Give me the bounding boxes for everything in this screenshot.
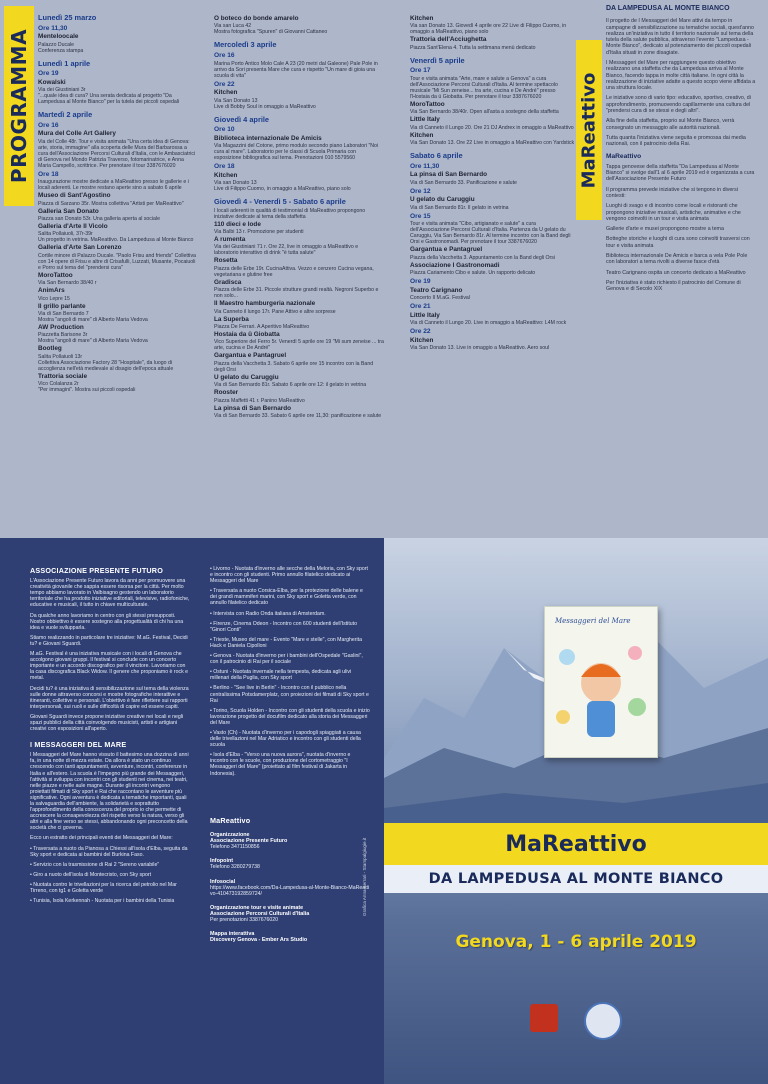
venue-title: U gelato du Caruggiu [410, 196, 475, 204]
event-description: Via di San Bernardo 81r. Sabato 6 aprile ore 12: il gelato in vetrina [214, 382, 367, 389]
program-entry [38, 223, 198, 243]
association-text [30, 578, 190, 732]
venue-title: La pinsa di San Bernardo [214, 404, 292, 412]
program-entry [214, 405, 384, 419]
program-entry [38, 60, 198, 106]
program-entry [214, 236, 384, 256]
program-entry [214, 257, 384, 277]
event-description: Via San Donato 13. Ore 22 Live in omaggio a MaReattivo con Yardstick [410, 140, 575, 147]
program-entry [38, 244, 198, 270]
event-time: Ore 12 [410, 187, 431, 195]
event-time: Ore 21 [410, 303, 431, 311]
venue-title: Galleria San Donato [38, 207, 99, 215]
event-list-item: • Intervista con Radio Onda italiana di Amsterdam. [210, 610, 326, 617]
info-column-1 [30, 568, 190, 908]
program-column-2 [214, 14, 384, 419]
event-description: Via di Canneto il Lungo 20. Ore 21 DJ Andrex in omaggio a MaReattivo [410, 124, 574, 131]
program-entry [410, 152, 576, 186]
association-paragraph: Decidi tu? è una iniziativa di sensibilizzazione sul tema della violenza sulle donne attraverso concorsi e mostre fotografiche interattive e itineranti, collettive e personali. L'obiettivo è fare riflettere sui rapporti interpersonali, sui ruoli e sulle difficoltà di capire ed essere capiti. [30, 685, 189, 710]
program-entry [410, 246, 576, 260]
intro-paragraph: Teatro Carignano ospita un concerto dedicato a MaReattivo [606, 269, 746, 276]
event-time: Ore 17 [410, 67, 431, 75]
program-entry [38, 324, 198, 344]
messaggeri-paragraph: • Nuotata contro le trivellazioni per la ricerca del petrolio nel Mar Tirreno, con tg1 e Goletta verde [30, 881, 177, 895]
venue-title: 110 dieci e lode [214, 220, 261, 228]
event-description: Via San Donato 13. Live in omaggio a MaReattivo. Aero soul [410, 345, 550, 352]
venue-title: Galleria d'Arte Il Vicolo [38, 222, 108, 230]
program-entry [214, 81, 384, 110]
program-entry [410, 303, 576, 326]
program-entry [38, 287, 198, 301]
venue-title: La Superba [214, 315, 249, 323]
programma-tab: PROGRAMMA [4, 6, 34, 206]
venue-title: Kitchen [214, 89, 238, 97]
program-entry [214, 198, 384, 220]
infopoint-label: Infopoint [210, 858, 234, 865]
event-description: Tour e visita animata "Arte, mare e salute a Genova" a cura dell'Associazione Percorsi Culturali d'Italia. Al termine spettacolo musicale "Mi Sun zeneise... tra arte, cucina e De André" presso l'Hostaia da ü Giobatta. Per prenotare il tour 3387676020 [410, 75, 558, 100]
event-description: Palazzo Ducale Conferenza stampa [38, 41, 84, 54]
intro-heading: DA LAMPEDUSA AL MONTE BIANCO [606, 5, 730, 12]
venue-title: Teatro Carignano [410, 286, 463, 294]
day-heading: Giovedì 4 aprile [214, 114, 270, 124]
venue-title: Kitchen [410, 336, 434, 344]
tour-label: Organizzazione tour e visite animate [210, 904, 304, 911]
event-description: Piazza della Vacchetta 3. Sabato 6 aprile ore 15 incontro con la Band degli Orsi [214, 360, 374, 373]
event-description: Piazza delle Erbe 31. Piccole strutture grandi realtà. Negroni Superbo e non solo... [214, 287, 379, 300]
event-time: Ore 22 [410, 328, 431, 336]
event-description: Tour e visita animata "Cibo, artigianato e salute" a cura dell'Associazione Percorsi Culturali d'Italia. Partenza da U gelato du Caruggiu, Via San Bernardo 81r. Al termine incontro con la Band degli Orsi e Gastronomadi. Per prenotare il tour 3387676020 [410, 221, 571, 246]
messaggeri-paragraph: • Tunisia, Isola Kerkennah - Nuotata per i bambini della Tunisia [30, 898, 175, 905]
program-column-1 [38, 14, 198, 393]
program-entry [410, 213, 576, 246]
program-entry [214, 116, 384, 162]
intro-paragraph: Per l'iniziativa è stato richiesto il patrocinio del Comune di Genova e di Secolo XIX [606, 279, 741, 293]
program-entry [410, 132, 576, 146]
event-description: Inaugurazione mostre dedicate a MaReattivo presso le gallerie e i locali aderenti. Le mostre restano aperte sino a sabato 6 aprile [38, 179, 189, 192]
intro-paragraph: Biblioteca internazionale De Amicis e barca a vela Pole Pole con laboratori a tema rivolti a diverse fasce d'età [606, 253, 748, 266]
messaggeri-paragraph: • Servizio con la trasmissione di Rai 2 "Sereno variabile" [30, 861, 160, 868]
event-description: Piazzetta Barisone 3r Mostra "angoli di mare" di Alberto Maria Vedova [38, 332, 148, 345]
program-entry [214, 279, 384, 299]
event-description: Salita Pollaiuoli, 37r-39r Un progetto in vetrina. MaReattivo. Da Lampedusa al Monte Bianco [38, 231, 194, 244]
mareattivo-tab: MaReattivo [576, 40, 602, 220]
event-time: Ore 18 [38, 170, 59, 178]
event-description: Vico Superiore del Ferro 5r. Venerdì 5 aprile ore 19 "Mi sum zeneise ... tra arte, cucina e De André" [214, 339, 384, 352]
event-list-item: • Vasto (Ch) - Nuotata d'inverno per i capodogli spiaggiati a causa delle trivellazioni nel Mar Adriatico e incontro con gli studenti della scuola [210, 729, 361, 749]
venue-title: Bootleg [38, 345, 62, 353]
venue-title: Hostaia da ü Giobatta [214, 330, 280, 338]
messaggeri-paragraph: I Messaggeri del Mare hanno vissuto il battesimo una dozzina di anni fa, in una notte di mezza estate. Da allora è stato un continuo crescendo con tanti appuntamenti, avventure, incontri, conferenze in Italia e all'estero. La scuola è l'impegno più grande dei Messaggeri, l'attività si sviluppa con incontri con gli studenti nei cinema, nei teatri, nelle piazze e nelle aule magne. Durante gli incontri vengono proiettati filmati di Sky sport e Rai che raccontano le avventure più significative. Ogni avventura è dedicata a tematiche importanti, quali la salvaguardia dell'ambiente, la solidarietà e soprattutto l'approfondimento della conoscenza del proprio io che permette di accrescere la consapevolezza del rispetto verso la natura, verso gli altri e alla fine verso se stessi, abbandonando ogni preconcetto della società che ci governa. [30, 752, 189, 832]
program-entry [38, 192, 198, 206]
event-time: Ore 18 [214, 163, 235, 170]
event-description: Via di San Bernardo 81r. Il gelato in vetrina [410, 204, 509, 211]
event-time: Ore 22 [214, 80, 235, 88]
event-description: Via Balbi 13 r. Promozione per studenti [214, 228, 304, 235]
event-description: Piazza Maffetti 41 r. Panino MaReattivo [214, 397, 305, 404]
association-paragraph: Da qualche anno lavoriamo in centro con gli stessi presupposti. Nostro obbiettivo è essere sostegno alla progettualità di chi ha una idea e vuole svilupparla. [30, 612, 184, 631]
contacts-title: MaReattivo [210, 816, 251, 825]
intro-paragraph: Luoghi di svago e di incontro come locali e ristoranti che propongono iniziative musicali, artistiche, animative e che vengono coinvolti in un tour e visita animata [606, 203, 741, 222]
program-entry [410, 328, 576, 351]
event-description: Via san Donato 13. Giovedì 4 aprile ore 22 Live di Filippo Cuomo, in omaggio a MaReattivo, piano solo [410, 23, 567, 36]
program-entry [214, 331, 384, 351]
event-description: Via san Donato 13 Live di Filippo Cuomo, in omaggio a MaReattivo, piano solo [214, 180, 351, 192]
book-cover-illustration [544, 606, 658, 758]
intro-paragraph: Alla fine della staffetta, proprio sul Monte Bianco, verrà consegnato un messaggio alle autorità nazionali. [606, 118, 735, 131]
event-description: Piazza san Donato 53r. Una galleria aperta al sociale [38, 215, 160, 222]
venue-title: Museo di Sant'Agostino [38, 192, 111, 200]
association-paragraph: Giovani Sguardi invece propone iniziative creative nei locali e negli spazi pubblici della città coinvolgendo musicisti, artisti e artigiani creativi con esposizioni all'aperto. [30, 713, 184, 733]
event-description: Salita Pollaiuoli 13r Collettiva Associazione Factory 28 "Hospitale", da luogo di accoglienza nell'età medievale al disagio dell'epoca attuale [38, 353, 174, 372]
program-entry [410, 36, 576, 50]
event-list-item: • Isola d'Elba - "Verso una nuova aurora", nuotata d'inverno e incontro con le scuole, con produzione del cortometraggio "I Messaggeri del Mare" (proiettato al film festival di Jakarta in Indonesia). [210, 752, 351, 777]
program-entry [38, 345, 198, 371]
program-entry [214, 221, 384, 235]
infopoint-phone: Telefono 3280279738 [210, 864, 260, 871]
event-description: Piazza delle Erbe 19r. CucinaAttiva. Vezzo e cenzero Cucina vegana, vegetariana e glutine free [214, 265, 374, 278]
event-description: Via San Bernardo 38/40 r [38, 280, 97, 287]
program-entry [214, 316, 384, 330]
tour-phone: Per prenotazioni 3387676020 [210, 917, 279, 924]
venue-title: MoroTattoo [410, 100, 445, 108]
program-entry [38, 208, 198, 222]
intro-subheading: MaReattivo [606, 152, 642, 160]
day-heading: Lunedì 25 marzo [38, 13, 97, 22]
messaggeri-heading: I MESSAGGERI DEL MARE [30, 740, 127, 750]
event-time: Ore 10 [214, 126, 235, 133]
event-description: Via del Colle 48r. Tour e visita animata "Una certa idea di Genova: arte, storia, immagine" alla scoperta delle Mura del Barbarossa a cura dell'Associazione Percorsi Culturali d'Italia, con le Ambasciatrici di Genova nel Mondo Patrizia Traverso, fotomarinatrice, e Anna Maria Campello, scrittrice. Per prenotare il tour 3387676020 [38, 138, 196, 169]
org-phone: Telefono 3471150856 [210, 844, 260, 851]
venue-title: AW Production [38, 323, 84, 331]
messaggeri-paragraph: Ecco un estratto dei principali eventi dei Messaggeri del Mare: [30, 835, 173, 842]
association-paragraph: L'Associazione Presente Futuro lavora da anni per promuovere una creatività giovanile che sappia essere risorsa per la città. Per molto tempo abbiamo lavorato in Valbisagno gestendo un laboratorio territoriale che ha prodotto iniziative editoriali, televisive, radiofoniche, educative e musicali, il tutto in chiave multiculturale. [30, 578, 190, 609]
association-heading: ASSOCIAZIONE PRESENTE FUTURO [30, 566, 163, 575]
info-panel [0, 538, 384, 1084]
event-description: Via Canneto il lungo 17r. Pane Attivo e altre sorprese [214, 308, 336, 315]
intro-paragraph: Il programma prevede iniziative che si tengono in diversi contesti: [606, 186, 738, 199]
venue-title: Little Italy [410, 116, 440, 124]
program-entry [410, 57, 576, 100]
event-description: Vico Colalanza 2r "Per immagini". Mostra sui piccoli ospedali [38, 381, 136, 394]
program-entry [410, 262, 576, 276]
event-time: Ore 11,30 [38, 24, 68, 32]
venue-title: O boteco do bonde amarelo [214, 15, 299, 22]
messaggeri-paragraph: • Giro a nuoto dell'isola di Montecristo, con Sky sport [30, 871, 152, 878]
venue-title: La pinsa di San Bernardo [410, 171, 488, 179]
program-column-3 [410, 14, 576, 351]
event-description: Piazza Cariamento Cibo e salute. Un rapporto delicato [410, 270, 536, 277]
venue-title: Rosetta [214, 257, 238, 265]
messaggeri-paragraph: • Traversata a nuoto da Pianosa a Chiessi all'isola d'Elba, seguita da Sky sport e dedicata ai bambini del Burkina Faso. [30, 845, 188, 858]
event-list-item: • Ostuni - Nuotata invernale nella tempesta, dedicata agli ulivi millenari della Puglia, con Sky sport [210, 669, 352, 682]
event-description: Piazza Sant'Elena 4. Tutta la settimana menù dedicato [410, 44, 536, 51]
venue-title: Biblioteca internazionale De Amicis [214, 134, 322, 142]
program-entry [38, 373, 198, 393]
tour-org: Associazione Percorsi Culturali d'Italia [210, 910, 310, 917]
event-description: Via dei Giustiniani 71 r. Ore 22, live in omaggio a MaReattivo e laboratorio interattivo di drink "è tutta salute" [214, 244, 359, 257]
venue-title: Trattoria sociale [38, 372, 88, 380]
cover-panel [384, 538, 768, 1084]
program-entry [38, 14, 198, 54]
venue-title: Il grillo parlante [38, 302, 86, 310]
event-description: Piazza De Ferrari. A Aperitivo MaReattivo [214, 323, 310, 330]
event-dates: Genova, 1 - 6 aprile 2019 [455, 932, 697, 952]
event-description: Piazza della Vacchetta 3. Appuntamento con la Band degli Orsi [410, 254, 555, 261]
event-list-item: • Traversata a nuoto Corsica-Elba, per la protezione delle balene e dei grandi mammiferi marini, con Sky sport e Goletta verde, con annullo filatelico dedicato [210, 588, 363, 607]
program-entry [410, 278, 576, 301]
venue-title: Kitchen [410, 131, 434, 139]
day-heading: Mercoledì 3 aprile [214, 40, 277, 50]
event-time: Ore 19 [38, 70, 59, 77]
event-description: Via di San Bernardo 33. Sabato 6 aprile ore 11,30: panificazione e salute [214, 412, 382, 419]
venue-title: Kowalski [38, 78, 66, 86]
child-bubbles-icon [545, 607, 657, 757]
facebook-link[interactable]: https://www.facebook.com/Da-Lampedusa-al-Monte-Bianco-MaReattivo-410473192859724/ [210, 884, 370, 897]
messaggeri-text [30, 752, 190, 904]
venue-title: Il Maestro hamburgeria nazionale [214, 300, 316, 308]
intro-paragraph: Tappa genovese della staffetta "Da Lampedusa al Monte Bianco" si svolge dall'1 al 6 aprile 2019 ed è organizzata a cura dell'Associazione Presente Futuro [606, 163, 755, 183]
intro-paragraph: Gallerie d'arte e musei propongono mostre a tema [606, 226, 724, 233]
association-logo-icon [530, 1004, 558, 1032]
infosocial-label: Infosocial [210, 878, 236, 885]
org-label: Organizzazione [210, 832, 250, 839]
program-entry [214, 374, 384, 388]
event-list-item: • Genova - Nuotata d'inverno per i bambini dell'Ospedale "Gaslini", con il patrocinio di Rai per il sociale [210, 653, 363, 666]
graphic-credit: Grafica Anna Ferrari - Stampalgiugie.it [362, 837, 367, 916]
program-entry [214, 15, 384, 35]
program-entry [214, 352, 384, 372]
event-time: Ore 16 [214, 51, 235, 59]
event-description: Vico Lepre 15 [38, 295, 70, 302]
venue-title: Little Italy [410, 311, 440, 319]
event-description: Marina Porto Antico Molo Cale A 23 (20 metri dal Galeone) Pale Pole in arrivo da Sori presenta Mare che cura e rispetto "Un mare di gioia una scuola di vita" [214, 60, 378, 79]
program-entry [214, 300, 384, 314]
map-label: Mappa interattiva [210, 931, 255, 938]
event-list-item: • Livorno - Nuotata d'inverno alle secche della Meloria, con Sky sport e incontro con gli studenti. Primo annullo filatelico dedicato ai Messaggeri del Mare [210, 566, 368, 585]
venue-title: Rooster [214, 389, 239, 397]
venue-title: Galleria d'Arte San Lorenzo [38, 244, 122, 252]
venue-title: Associazione I Gastronomadi [410, 261, 500, 269]
event-description: Via di Canneto il Lungo 20. Live in omaggio a MaReattivo: L4M rock [410, 320, 567, 327]
program-panel [0, 0, 768, 538]
program-entry [214, 163, 384, 192]
event-list-item: • Berlino - "See live in Berlin" - Incontro con il pubblico nella centralissima Potsdamerplatz, con proiezioni dei filmati di Sky sport e Rai [210, 685, 369, 704]
association-paragraph: Stiamo realizzando in particolare tre iniziative: M.aG. Festival, Decidi tu? e Giovani Sguardi. [30, 634, 188, 647]
day-heading: Lunedì 1 aprile [38, 58, 91, 68]
venue-title: Kitchen [410, 15, 434, 22]
intro-paragraph: I Messaggeri del Mare per raggiungere questo obiettivo realizzano una staffetta che da Lampedusa arriva al Monte Bianco, facendo tappa in molte città italiane. In ogni città la realizzazione di iniziative adatte a questo scopo viene affidata a una struttura locale. [606, 59, 756, 92]
event-description: Via Magazzini del Cotone, primo modulo secondo piano Laboratori "Noi cura al mare". Laboratorio per le classi di Scuola Primaria con esposizione bibliografica sul tema. Prenotazioni 010 5579560 [214, 143, 379, 161]
event-list-item: • Trieste, Museo del mare - Evento "Mare e stelle", con Margherita Hack e Daniela Cipolloni [210, 636, 362, 649]
day-heading: Martedì 2 aprile [38, 110, 93, 119]
title-band: MaReattivo [384, 823, 768, 865]
intro-paragraph: Tutta quanta l'iniziativa viene seguita e promossa dai media nazionali, con il patrocinio della Rai. [606, 134, 746, 148]
association-paragraph: M.aG. Festival è una iniziativa musicale con i locali di Genova che accolgono giovani gruppi. Il festival si conclude con un concerto importante e un accordo discografico per il vincitore. Lavoriamo con la casa discografica Black Widow. Il genere che proponiamo è rock e metal. [30, 651, 189, 682]
event-description: Via dei Giustiniani 3r "...quale idea di cura? Una serata dedicata al progetto "Da Lampedusa al Monte Bianco" per la tutela dei piccoli ospedali [38, 87, 180, 105]
program-entry [38, 272, 198, 286]
venue-title: MoroTattoo [38, 271, 73, 279]
intro-column [606, 6, 756, 297]
event-description: Via san Luca 42 Mostra fotografica "Spuren" di Giovanni Cattaneo [214, 23, 328, 36]
day-heading: Venerdì 5 aprile [410, 55, 465, 65]
event-description: Via San Bernardo 38/40r. Open all'asta a sostegno della staffetta [410, 109, 559, 116]
org-name: Associazione Presente Futuro [210, 838, 288, 845]
event-time: Ore 11,30 [410, 162, 440, 170]
program-entry [410, 188, 576, 211]
intro-paragraphs [606, 18, 756, 147]
program-entry [410, 15, 576, 35]
venue-title: U gelato du Caruggiu [214, 373, 279, 381]
event-list-item: • Firenze, Cinema Odeon - Incontro con 600 studenti dell'Istituto "Ginori Conti" [210, 620, 357, 633]
events-list [210, 566, 370, 781]
intro-paragraph: Il progetto de I Messaggeri del Mare attivi da tempo in campagne di sensibilizzazione su tematiche sociali, quest'anno realizza un'iniziativa in tutto il territorio nazionale sul tema della tutela della salute pubblica, attraverso l'evento "Lampedusa - Monte Bianco", dedicato al potenziamento dei piccoli ospedali d'Italia situati in zone disagiate. [606, 18, 754, 56]
intro-paragraph: Le iniziative sono di vario tipo: educativo, sportivo, creativo, di approfondimento, promuovendo capillarmente una cultura del "prendersi cura di se stessi e degli altri". [606, 95, 751, 115]
subtitle-band: DA LAMPEDUSA AL MONTE BIANCO [384, 865, 768, 893]
intro-paragraph: Botteghe storiche e luoghi di cura sono coinvolti trasversi con tour e visita animata [606, 236, 750, 249]
event-time: Ore 16 [38, 121, 59, 129]
program-entry [410, 101, 576, 115]
venue-title: Gradisca [214, 278, 242, 286]
venue-title: Trattoria dell'Acciughetta [410, 36, 487, 44]
venue-title: Kitchen [214, 171, 238, 179]
event-description: Via San Donato 13 Live di Bobby Soul in omaggio a MaReattivo [214, 97, 316, 110]
event-description: Piazza di Sarzano 35r. Mostra collettiva "Artisti per MaReattivo" [38, 200, 184, 207]
contacts [210, 818, 370, 947]
dolphin-logo-icon [584, 1002, 622, 1040]
venue-title: Gargantua e Pantagruel [214, 352, 287, 360]
venue-title: Menteloocale [38, 33, 79, 41]
program-entry [38, 111, 198, 169]
event-description: Via di San Bernardo 33. Panificazione e salute [410, 179, 517, 186]
event-list-item: • Torino, Scuola Holden - Incontro con gli studenti della scuola e inizio lavorazione progetto del docufilm dedicato alla storia dei Messaggeri del Mare [210, 707, 370, 726]
program-entry [410, 116, 576, 130]
program-entry [214, 41, 384, 78]
book-title: Messaggeri del Mare [555, 617, 631, 625]
day-heading: Sabato 6 aprile [410, 151, 463, 161]
intro-paragraphs-2 [606, 164, 756, 293]
event-description: I locali aderenti in qualità di testimonial di MaReattivo propongono iniziative dedicate al tema della staffetta [214, 207, 366, 220]
event-description: Concerto Il M.aG. Festival [410, 295, 470, 302]
event-description: Via di San Bernardo 7 Mostra "angoli di mare" di Alberto Maria Vedova [38, 310, 148, 323]
event-time: Ore 15 [410, 212, 431, 220]
event-time: Ore 19 [410, 278, 431, 286]
map-org: Discovery Genova - Ember Ars Studio [210, 937, 308, 944]
venue-title: Mura del Colle Art Gallery [38, 130, 116, 138]
program-entry [38, 303, 198, 323]
venue-title: A rumenta [214, 235, 246, 243]
venue-title: Gargantua e Pantagruel [410, 246, 483, 254]
program-entry [38, 171, 198, 192]
venue-title: AnimArs [38, 287, 65, 295]
program-entry [214, 389, 384, 403]
event-description: Cortile minore di Palazzo Ducale. "Paolo Frisu and friends" Collettiva con 14 opere di Frisu e altre di Crisafulli, Luzzati, Musante, Pocaiuoli e Porro sul tema del "prendersi cura" [38, 252, 196, 271]
day-heading: Giovedì 4 - Venerdì 5 - Sabato 6 aprile [214, 197, 346, 206]
